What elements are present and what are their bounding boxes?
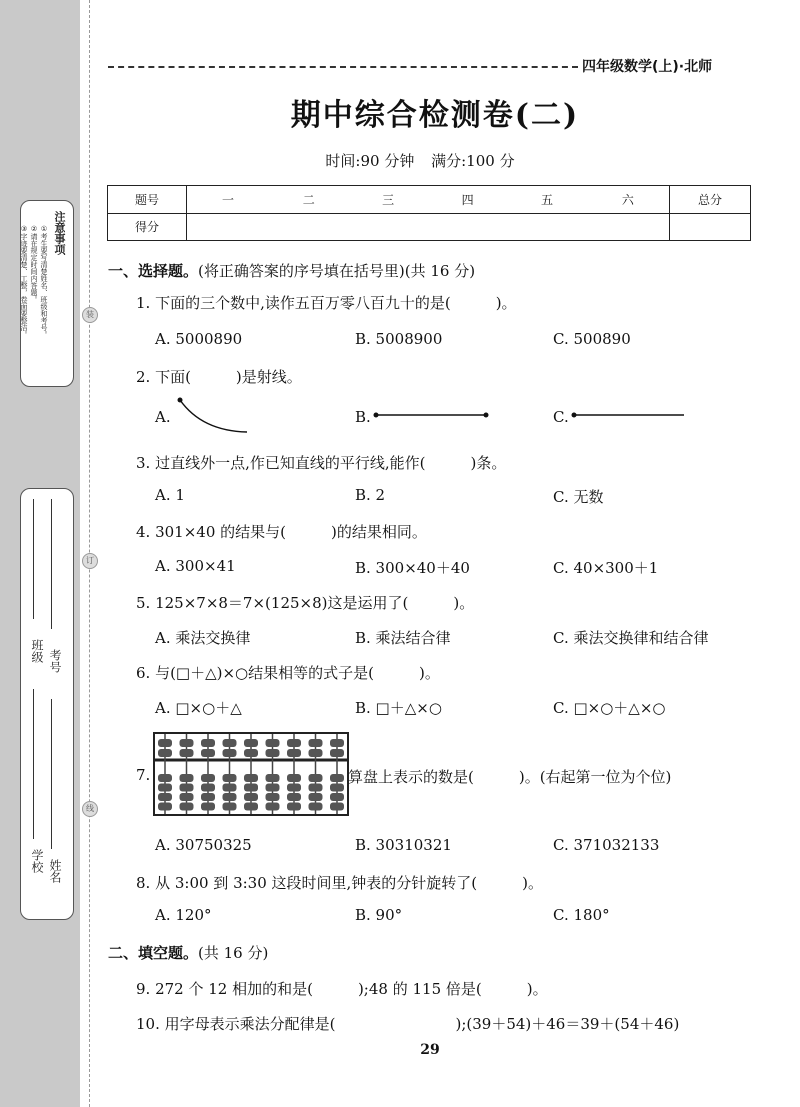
abacus-bead [330,749,344,757]
question-9: 9. 272 个 12 相加的和是( );48 的 115 倍是( )。 [136,980,548,998]
abacus-bead [223,749,237,757]
option-b[interactable]: B. 300×40＋40 [355,559,470,577]
abacus-bead [287,774,301,782]
option-b[interactable]: B. 2 [355,486,386,504]
option-a[interactable] [155,408,171,426]
question-7-number: 7. [136,766,151,784]
fold-mark: 订 [82,553,98,569]
abacus-bead [330,793,344,801]
column-header: 四 [428,186,507,214]
abacus-bead [244,739,258,747]
option-c[interactable]: C. 乘法交换律和结合律 [553,629,709,647]
abacus-bead [201,739,215,747]
abacus-bead [223,793,237,801]
abacus-bead [266,774,280,782]
fold-mark: 线 [82,801,98,817]
abacus-bead [309,749,323,757]
option-b[interactable] [355,408,371,426]
exam-meta [0,150,800,171]
abacus-bead [180,793,194,801]
notice-label: 注意事项 [53,211,66,255]
abacus-bead [330,774,344,782]
fold-mark: 装 [82,307,98,323]
option-a[interactable]: A. □×○＋△ [155,699,242,717]
column-header: 六 [587,186,670,214]
row-label: 题号 [108,186,187,214]
exam-time: 时间:90 分钟 [325,152,415,170]
abacus-bead [244,749,258,757]
option-c[interactable]: C. 371032133 [553,836,660,854]
total-header: 总分 [670,186,751,214]
column-header: 一 [187,186,270,214]
score-cell[interactable] [269,213,348,241]
question-6: 6. 与(□＋△)×○结果相等的式子是( )。 [136,664,440,682]
abacus-bead [201,793,215,801]
notice-line: ②请在规定时间内答题。 [30,225,38,303]
option-b[interactable]: B. 90° [355,906,403,924]
ray-figure [571,408,686,422]
option-a[interactable]: A. 5000890 [155,330,243,348]
abacus-bead [330,803,344,811]
question-7: 算盘上表示的数是( )。(右起第一位为个位) [348,768,672,786]
notice-box [20,200,74,387]
abacus-bead [201,784,215,792]
abacus-bead [158,749,172,757]
score-cell[interactable] [428,213,507,241]
abacus-bead [223,739,237,747]
option-b[interactable]: B. 30310321 [355,836,452,854]
abacus-bead [266,784,280,792]
option-c[interactable]: C. □×○＋△×○ [553,699,666,717]
option-a[interactable]: A. 300×41 [155,557,236,575]
abacus-bead [180,739,194,747]
question-10: 10. 用字母表示乘法分配律是( );(39＋54)＋46＝39＋(54＋46) [136,1015,680,1033]
option-a[interactable]: A. 30750325 [155,836,252,854]
school-blank[interactable] [33,689,34,839]
abacus-bead [244,784,258,792]
question-5: 5. 125×7×8＝7×(125×8)这是运用了( )。 [136,594,475,612]
section-1-note: (将正确答案的序号填在括号里)(共 16 分) [198,262,476,280]
abacus-bead [266,803,280,811]
abacus-bead [158,739,172,747]
abacus-bead [223,803,237,811]
score-cell[interactable] [187,213,270,241]
abacus-bead [201,749,215,757]
option-a[interactable]: A. 乘法交换律 [155,629,251,647]
abacus-bead [158,803,172,811]
option-b[interactable]: B. 5008900 [355,330,443,348]
abacus-bead [201,803,215,811]
option-label: A. [155,408,171,426]
option-label: C. [553,408,569,426]
question-1: 1. 下面的三个数中,读作五百万零八百九十的是( )。 [136,294,517,312]
abacus-bead [309,739,323,747]
series-label: 四年级数学(上)·北师 [582,59,713,75]
curve-figure [177,396,252,436]
abacus-bead [244,793,258,801]
option-b[interactable]: B. □＋△×○ [355,699,442,717]
option-c[interactable]: C. 无数 [553,488,604,506]
abacus-bead [158,774,172,782]
abacus-bead [266,793,280,801]
abacus-bead [287,784,301,792]
abacus-bead [309,793,323,801]
option-label: B. [355,408,371,426]
column-header: 三 [348,186,427,214]
section-2-title: 二、填空题。 [108,944,199,962]
abacus-bead [266,749,280,757]
exam-no-label: 考号 [48,649,62,673]
abacus-bead [180,784,194,792]
option-a[interactable]: A. 1 [155,486,185,504]
abacus-bead [244,774,258,782]
exam-title: 期中综合检测卷(二) [290,98,580,133]
abacus-bead [201,774,215,782]
option-c[interactable]: C. 500890 [553,330,631,348]
abacus-bead [309,774,323,782]
question-3: 3. 过直线外一点,作已知直线的平行线,能作( )条。 [136,454,507,472]
option-a[interactable]: A. 120° [155,906,212,924]
abacus-bead [266,739,280,747]
school-label: 学校 [30,849,44,873]
column-header: 五 [507,186,586,214]
name-label: 姓名 [48,859,62,883]
section-2-heading [108,942,268,963]
abacus-bead [158,793,172,801]
row-label: 得分 [108,213,187,241]
exam-full-score: 满分:100 分 [431,152,515,170]
segment-figure [373,408,493,422]
abacus-bead [223,784,237,792]
abacus-bead [244,803,258,811]
abacus-bead [309,784,323,792]
page-number: 29 [420,1042,440,1058]
section-2-note: (共 16 分) [198,944,269,962]
abacus-bead [309,803,323,811]
option-c[interactable] [553,408,569,426]
question-8: 8. 从 3:00 到 3:30 这段时间里,钟表的分针旋转了( )。 [136,874,543,892]
section-1-heading [108,260,475,281]
abacus-bead [287,793,301,801]
notice-line: ①考生要写清楚姓名、班级和考号。 [40,225,48,338]
abacus-bead [287,803,301,811]
abacus-bead [223,774,237,782]
question-4: 4. 301×40 的结果与( )的结果相同。 [136,523,427,541]
class-blank[interactable] [33,499,34,619]
column-header: 二 [269,186,348,214]
name-blank[interactable] [51,699,52,849]
notice-line: ③字迹要清楚、工整，卷面要整洁。 [20,225,28,338]
abacus-figure [153,732,349,816]
question-2: 2. 下面( )是射线。 [136,368,302,386]
option-c[interactable]: C. 180° [553,906,610,924]
abacus-bead [180,749,194,757]
score-table [107,185,751,241]
option-b[interactable]: B. 乘法结合律 [355,629,451,647]
class-label: 班级 [30,639,44,663]
abacus-bead [287,749,301,757]
total-score-cell[interactable] [670,213,751,241]
score-cell[interactable] [348,213,427,241]
abacus-bead [158,784,172,792]
header-divider [108,66,578,68]
abacus-bead [330,739,344,747]
abacus-bead [180,774,194,782]
exam-no-blank[interactable] [51,499,52,629]
score-cell[interactable] [587,213,670,241]
section-1-title: 一、选择题。 [108,262,199,280]
abacus-bead [330,784,344,792]
option-c[interactable]: C. 40×300＋1 [553,559,659,577]
abacus-bead [180,803,194,811]
score-cell[interactable] [507,213,586,241]
abacus-bead [287,739,301,747]
student-info-box [20,488,74,920]
